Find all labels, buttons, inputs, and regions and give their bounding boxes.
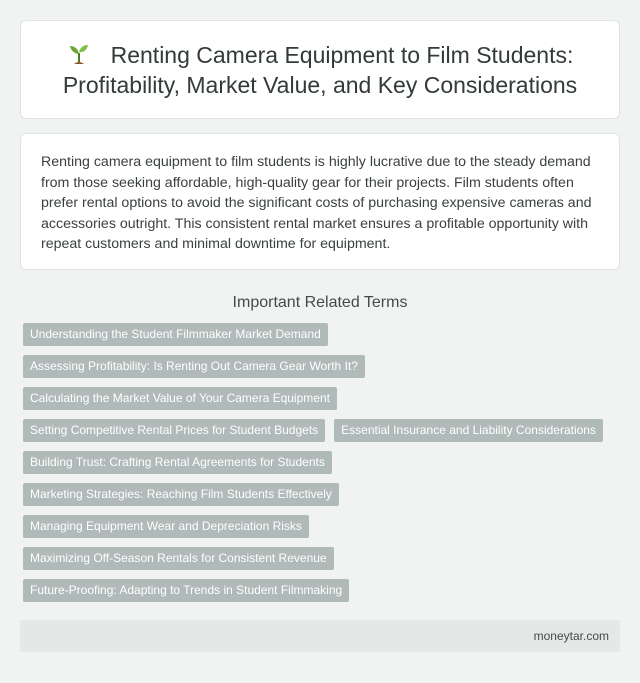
term-tag[interactable]: Maximizing Off-Season Rentals for Consistent Revenue: [23, 547, 334, 570]
term-tag[interactable]: Managing Equipment Wear and Depreciation Risks: [23, 515, 309, 538]
title-card: [20, 20, 620, 119]
term-tag[interactable]: Calculating the Market Value of Your Camera Equipment: [23, 387, 337, 410]
page-title-text: Renting Camera Equipment to Film Students: Profitability, Market Value, and Key Considerations: [62, 41, 578, 98]
term-tag[interactable]: Building Trust: Crafting Rental Agreements for Students: [23, 451, 332, 474]
term-tag[interactable]: Future-Proofing: Adapting to Trends in Student Filmmaking: [23, 579, 349, 602]
intro-card: [20, 133, 620, 270]
term-tag[interactable]: Essential Insurance and Liability Considerations: [334, 419, 603, 442]
footer-site-link[interactable]: moneytar.com: [533, 629, 609, 643]
terms-heading: Important Related Terms: [232, 294, 408, 311]
term-tag[interactable]: Understanding the Student Filmmaker Market Demand: [23, 323, 328, 346]
page-title: [37, 40, 603, 100]
term-tag[interactable]: Setting Competitive Rental Prices for Student Budgets: [23, 419, 325, 442]
terms-list: [20, 323, 620, 611]
term-tag[interactable]: Marketing Strategies: Reaching Film Students Effectively: [23, 483, 339, 506]
intro-text: Renting camera equipment to film students is highly lucrative due to the steady demand from those seeking affordable, high-quality gear for their projects. Film students often prefer rental options to avoid the significant costs of purchasing expensive cameras and accessories outright. This consistent rental market ensures a profitable opportunity with repeat customers and minimal downtime for equipment.: [41, 154, 592, 252]
sprout-icon: [67, 42, 91, 66]
term-tag[interactable]: Assessing Profitability: Is Renting Out Camera Gear Worth It?: [23, 355, 365, 378]
footer: [20, 620, 620, 652]
